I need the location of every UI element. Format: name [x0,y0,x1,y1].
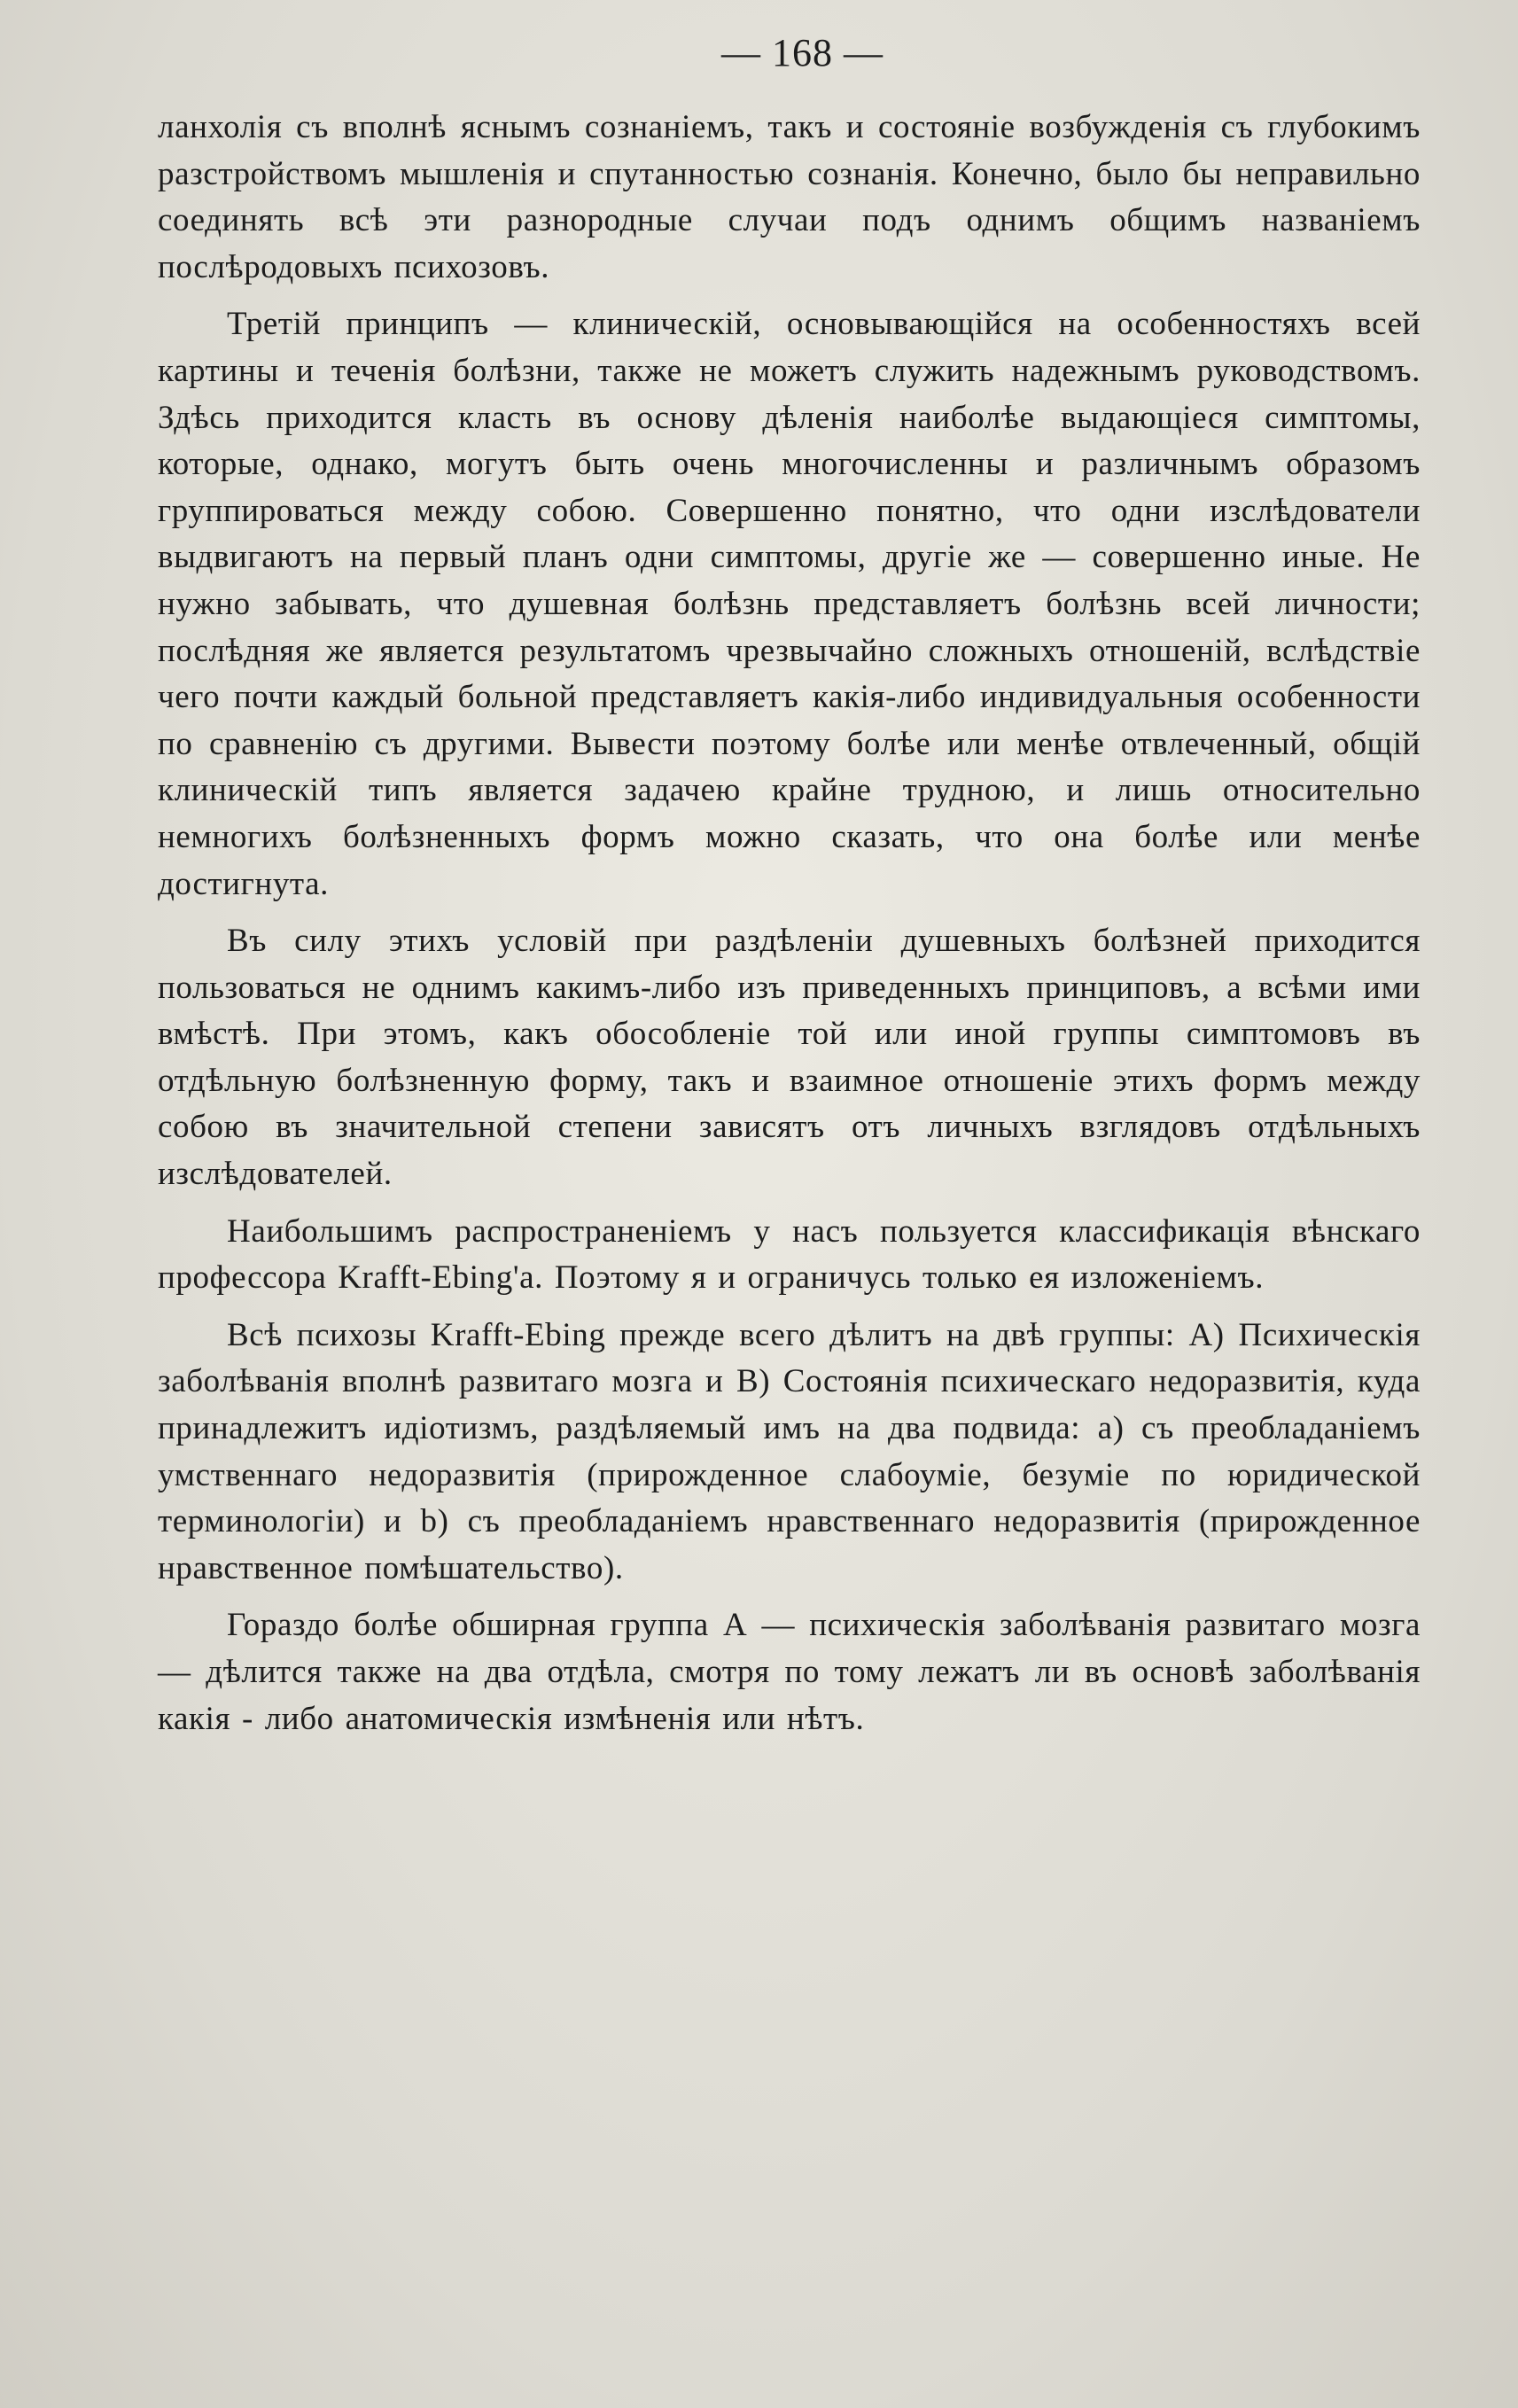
page-number: — 168 — [721,31,884,74]
paragraph-5: Всѣ психозы Krafft-Ebing прежде всего дѣлитъ на двѣ группы: А) Психическія заболѣванія вполнѣ развитаго мозга и В) Состоянія психическаго недоразвитія, куда принадлежитъ идіотизмъ, раздѣляемый имъ на два подвида: а) съ преобладаніемъ умственнаго недоразвитія (прирожденное слабоуміе, безуміе по юридической терминологіи) и b) съ преобладаніемъ нравственнаго недоразвитія (прирожденное нравственное помѣшательство). [158,1316,1421,1586]
paragraph-1: ланхолія съ вполнѣ яснымъ сознаніемъ, такъ и состояніе возбужденія съ глубокимъ разстройствомъ мышленія и спутанностью сознанія. Конечно, было бы неправильно соединять всѣ эти разнородные случаи подъ однимъ общимъ названіемъ послѣродовыхъ психозовъ. [158,109,1421,285]
body-text [158,105,1421,1742]
paragraph-3: Въ силу этихъ условій при раздѣленіи душевныхъ болѣзней приходится пользоваться не однимъ какимъ-либо изъ приведенныхъ принциповъ, а всѣми ими вмѣстѣ. При этомъ, какъ обособленіе той или иной группы симптомовъ въ отдѣльную болѣзненную форму, такъ и взаимное отношеніе этихъ формъ между собою въ значительной степени зависятъ отъ личныхъ взглядовъ отдѣльныхъ изслѣдователей. [158,923,1421,1193]
paragraph-2: Третій принципъ — клиническій, основывающійся на особенностяхъ всей картины и теченія болѣзни, также не можетъ служить надежнымъ руководствомъ. Здѣсь приходится класть въ основу дѣленія наиболѣе выдающіеся симптомы, которые, однако, могутъ быть очень многочисленны и различнымъ образомъ группироваться между собою. Совершенно понятно, что одни изслѣдователи выдвигаютъ на первый планъ одни симптомы, другіе же — совершенно иные. Не нужно забывать, что душевная болѣзнь представляетъ болѣзнь всей личности; послѣдняя же является результатомъ чрезвычайно сложныхъ отношеній, вслѣдствіе чего почти каждый больной представляетъ какія-либо индивидуальныя особенности по сравненію съ другими. Вывести поэтому болѣе или менѣе отвлеченный, общій клиническій типъ является задачею крайне трудною, и лишь относительно немногихъ болѣзненныхъ формъ можно сказать, что она болѣе или менѣе достигнута. [158,306,1421,902]
paragraph-6: Гораздо болѣе обширная группа А — психическія заболѣванія развитаго мозга — дѣлится также на два отдѣла, смотря по тому лежатъ ли въ основѣ заболѣванія какія - либо анатомическія измѣненія или нѣтъ. [158,1607,1421,1737]
paragraph-4: Наибольшимъ распространеніемъ у насъ пользуется классификація вѣнскаго профессора Krafft-Ebing'а. Поэтому я и ограничусь только ея изложеніемъ. [158,1212,1421,1297]
